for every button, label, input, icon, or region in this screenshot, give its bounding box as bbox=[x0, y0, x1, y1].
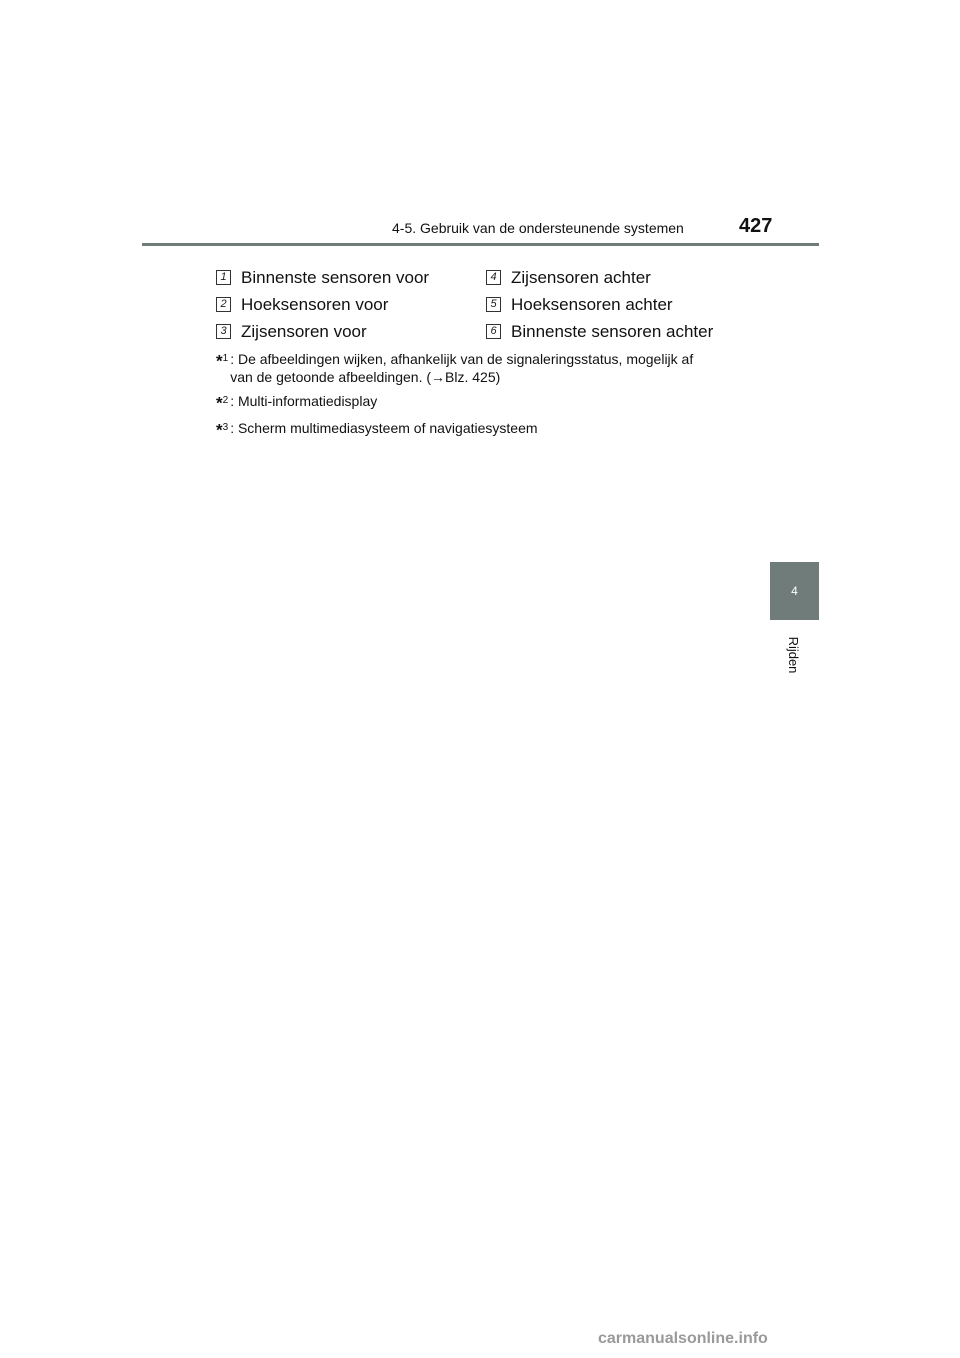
asterisk-icon: * bbox=[216, 393, 223, 413]
chapter-number: 4 bbox=[791, 584, 798, 598]
footnote-line: : De afbeeldingen wijken, afhankelijk van de signaleringsstatus, mogelijk af bbox=[230, 351, 694, 367]
asterisk-icon: * bbox=[216, 420, 223, 440]
legend-item bbox=[486, 322, 756, 342]
footnote bbox=[216, 392, 756, 413]
footnote-number: 1 bbox=[222, 353, 229, 364]
footnote-marker bbox=[216, 350, 228, 386]
footnote-line: : Multi-informatiedisplay bbox=[230, 393, 378, 409]
chapter-label: Rijden bbox=[786, 636, 802, 674]
number-badge-icon: 2 bbox=[216, 297, 231, 312]
legend-label: Hoeksensoren voor bbox=[241, 294, 389, 314]
number-badge-icon: 4 bbox=[486, 270, 501, 285]
page-number: 427 bbox=[739, 215, 773, 237]
footnote-text bbox=[228, 350, 756, 386]
footnote-marker bbox=[216, 392, 228, 413]
legend-row bbox=[216, 291, 756, 318]
legend-label: Zijsensoren achter bbox=[511, 267, 651, 287]
footnote bbox=[216, 419, 756, 440]
footnote-marker bbox=[216, 419, 228, 440]
legend-row bbox=[216, 318, 756, 345]
legend-item bbox=[216, 322, 486, 342]
footnote-number: 2 bbox=[222, 395, 229, 406]
number-badge-icon: 5 bbox=[486, 297, 501, 312]
sensor-legend bbox=[216, 264, 756, 345]
number-badge-icon: 6 bbox=[486, 324, 501, 339]
legend-label: Zijsensoren voor bbox=[241, 321, 367, 341]
watermark: carmanualsonline.info bbox=[598, 1330, 768, 1347]
footnote-text bbox=[228, 419, 756, 440]
number-badge-icon: 1 bbox=[216, 270, 231, 285]
footnote bbox=[216, 350, 756, 386]
legend-item bbox=[216, 295, 486, 315]
legend-item bbox=[216, 268, 486, 288]
footnote-line: : Scherm multimediasysteem of navigatiesysteem bbox=[230, 419, 538, 436]
legend-label: Binnenste sensoren voor bbox=[241, 267, 430, 287]
footnote-text bbox=[228, 392, 756, 413]
legend-label: Hoeksensoren achter bbox=[511, 294, 673, 314]
legend-row bbox=[216, 264, 756, 291]
legend-label: Binnenste sensoren achter bbox=[511, 321, 714, 341]
footnote-line: van de getoonde afbeeldingen. (→Blz. 425) bbox=[230, 369, 501, 385]
legend-item bbox=[486, 295, 756, 315]
section-title: 4-5. Gebruik van de ondersteunende systemen bbox=[392, 220, 684, 236]
header-divider bbox=[142, 243, 819, 246]
legend-item bbox=[486, 268, 756, 288]
number-badge-icon: 3 bbox=[216, 324, 231, 339]
footnote-number: 3 bbox=[222, 421, 229, 433]
asterisk-icon: * bbox=[216, 351, 223, 371]
chapter-tab bbox=[770, 562, 819, 620]
footnotes bbox=[216, 350, 756, 445]
